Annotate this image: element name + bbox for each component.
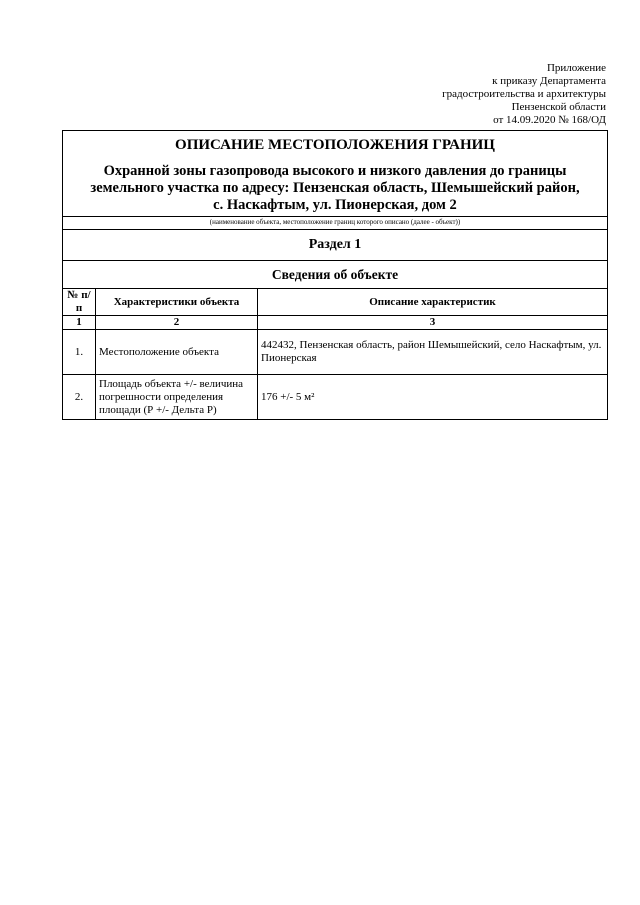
header-number: № п/п: [63, 289, 96, 316]
table-header-row: [63, 289, 607, 316]
row-characteristic: Местоположение объекта: [96, 330, 258, 375]
appendix-header: [346, 62, 606, 127]
column-number: 3: [258, 316, 608, 330]
object-name-line: земельного участка по адресу: Пензенская область, Шемышейский район,: [90, 180, 580, 196]
title-block: [63, 131, 607, 216]
row-characteristic: Площадь объекта +/- величина погрешности определения площади (Р +/- Дельта Р): [96, 375, 258, 420]
header-description: Описание характеристик: [258, 289, 608, 316]
row-number: 2.: [63, 375, 96, 420]
appendix-line: Пензенской области: [511, 101, 606, 113]
table-row: [63, 375, 607, 420]
object-name-line: с. Наскафтым, ул. Пионерская, дом 2: [213, 197, 457, 213]
table-row: [63, 330, 607, 375]
appendix-line: Приложение: [546, 62, 606, 74]
appendix-line: к приказу Департамента: [492, 75, 606, 87]
column-number-row: [63, 316, 607, 330]
row-number: 1.: [63, 330, 96, 375]
row-description: 442432, Пензенская область, район Шемышейский, село Наскафтым, ул. Пионерская: [258, 330, 608, 375]
column-number: 1: [63, 316, 96, 330]
document-title: ОПИСАНИЕ МЕСТОПОЛОЖЕНИЯ ГРАНИЦ: [175, 137, 495, 153]
document-frame: [62, 130, 608, 420]
object-name-line: Охранной зоны газопровода высокого и низкого давления до границы: [103, 163, 567, 179]
column-number: 2: [96, 316, 258, 330]
row-description: 176 +/- 5 м²: [258, 375, 608, 420]
section-title: Раздел 1: [63, 229, 607, 260]
object-note: (наименование объекта, местоположение границ которого описано (далее - объект)): [63, 216, 607, 229]
appendix-line: от 14.09.2020 № 168/ОД: [493, 114, 606, 126]
header-characteristic: Характеристики объекта: [96, 289, 258, 316]
object-name: [69, 163, 601, 214]
section-subtitle: Сведения об объекте: [63, 260, 607, 288]
characteristics-table: [63, 288, 607, 419]
appendix-line: градостроительства и архитектуры: [442, 88, 606, 100]
